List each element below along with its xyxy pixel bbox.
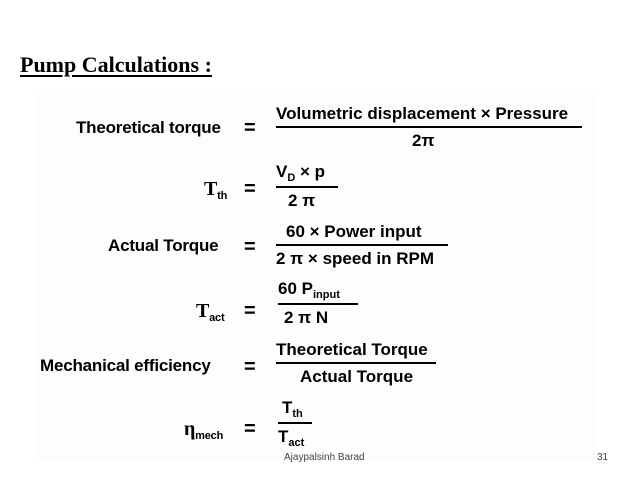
numerator <box>276 162 338 184</box>
denominator <box>278 427 312 449</box>
label-theoretical-torque <box>76 118 221 138</box>
fraction-eta-mech <box>278 398 312 449</box>
footer-author: Ajaypalsinh Barad <box>284 452 365 463</box>
fraction-bar <box>276 186 338 188</box>
fraction-bar <box>276 126 582 128</box>
numerator <box>278 279 358 301</box>
num-symbol: T <box>282 398 293 417</box>
lhs-symbol: T <box>204 178 218 200</box>
label-t-th <box>204 178 227 202</box>
equals-sign: = <box>244 356 256 378</box>
lhs-text: Actual Torque <box>108 236 219 255</box>
fraction-bar <box>276 244 448 246</box>
equals-sign: = <box>244 418 256 440</box>
label-t-act <box>196 300 224 324</box>
fraction-mechanical-efficiency <box>276 340 436 387</box>
fraction-bar <box>278 303 358 305</box>
label-actual-torque <box>108 236 218 256</box>
equals-sign: = <box>244 236 256 258</box>
numerator: Volumetric displacement × Pressure <box>276 104 569 123</box>
num-subscript: D <box>287 172 296 184</box>
den-symbol: T <box>278 427 289 446</box>
den-subscript: act <box>288 437 305 449</box>
denominator: 2 π <box>288 191 316 210</box>
label-eta-mech <box>184 418 223 442</box>
num-subscript: input <box>312 289 340 301</box>
fraction-theoretical-torque <box>276 104 582 151</box>
lhs-subscript: th <box>217 190 228 202</box>
label-mechanical-efficiency <box>40 356 211 376</box>
num-symbol: 60 P <box>278 279 313 298</box>
denominator: 2 π N <box>284 308 329 327</box>
lhs-symbol: T <box>196 300 210 322</box>
numerator <box>278 398 312 420</box>
page-number: 31 <box>597 452 609 463</box>
lhs-subscript: mech <box>195 430 224 442</box>
num-subscript: th <box>292 408 303 420</box>
num-rest: × p <box>295 162 326 181</box>
slide-title: Pump Calculations : <box>20 52 212 77</box>
fraction-bar <box>278 422 312 424</box>
equals-sign: = <box>244 117 256 139</box>
equals-sign: = <box>244 300 256 322</box>
lhs-text: Theoretical torque <box>76 118 221 137</box>
equals-sign: = <box>244 178 256 200</box>
denominator: 2π <box>412 131 435 150</box>
lhs-text: Mechanical efficiency <box>40 356 211 375</box>
fraction-actual-torque <box>276 222 448 269</box>
num-symbol: V <box>276 162 288 181</box>
lhs-subscript: act <box>209 312 225 324</box>
fraction-t-th <box>276 162 338 211</box>
denominator: 2 π × speed in RPM <box>276 249 435 268</box>
lhs-symbol: η <box>184 418 196 440</box>
fraction-bar <box>276 362 436 364</box>
numerator: 60 × Power input <box>286 222 422 241</box>
denominator: Actual Torque <box>300 367 414 386</box>
fraction-t-act <box>278 279 358 328</box>
numerator: Theoretical Torque <box>276 340 428 359</box>
